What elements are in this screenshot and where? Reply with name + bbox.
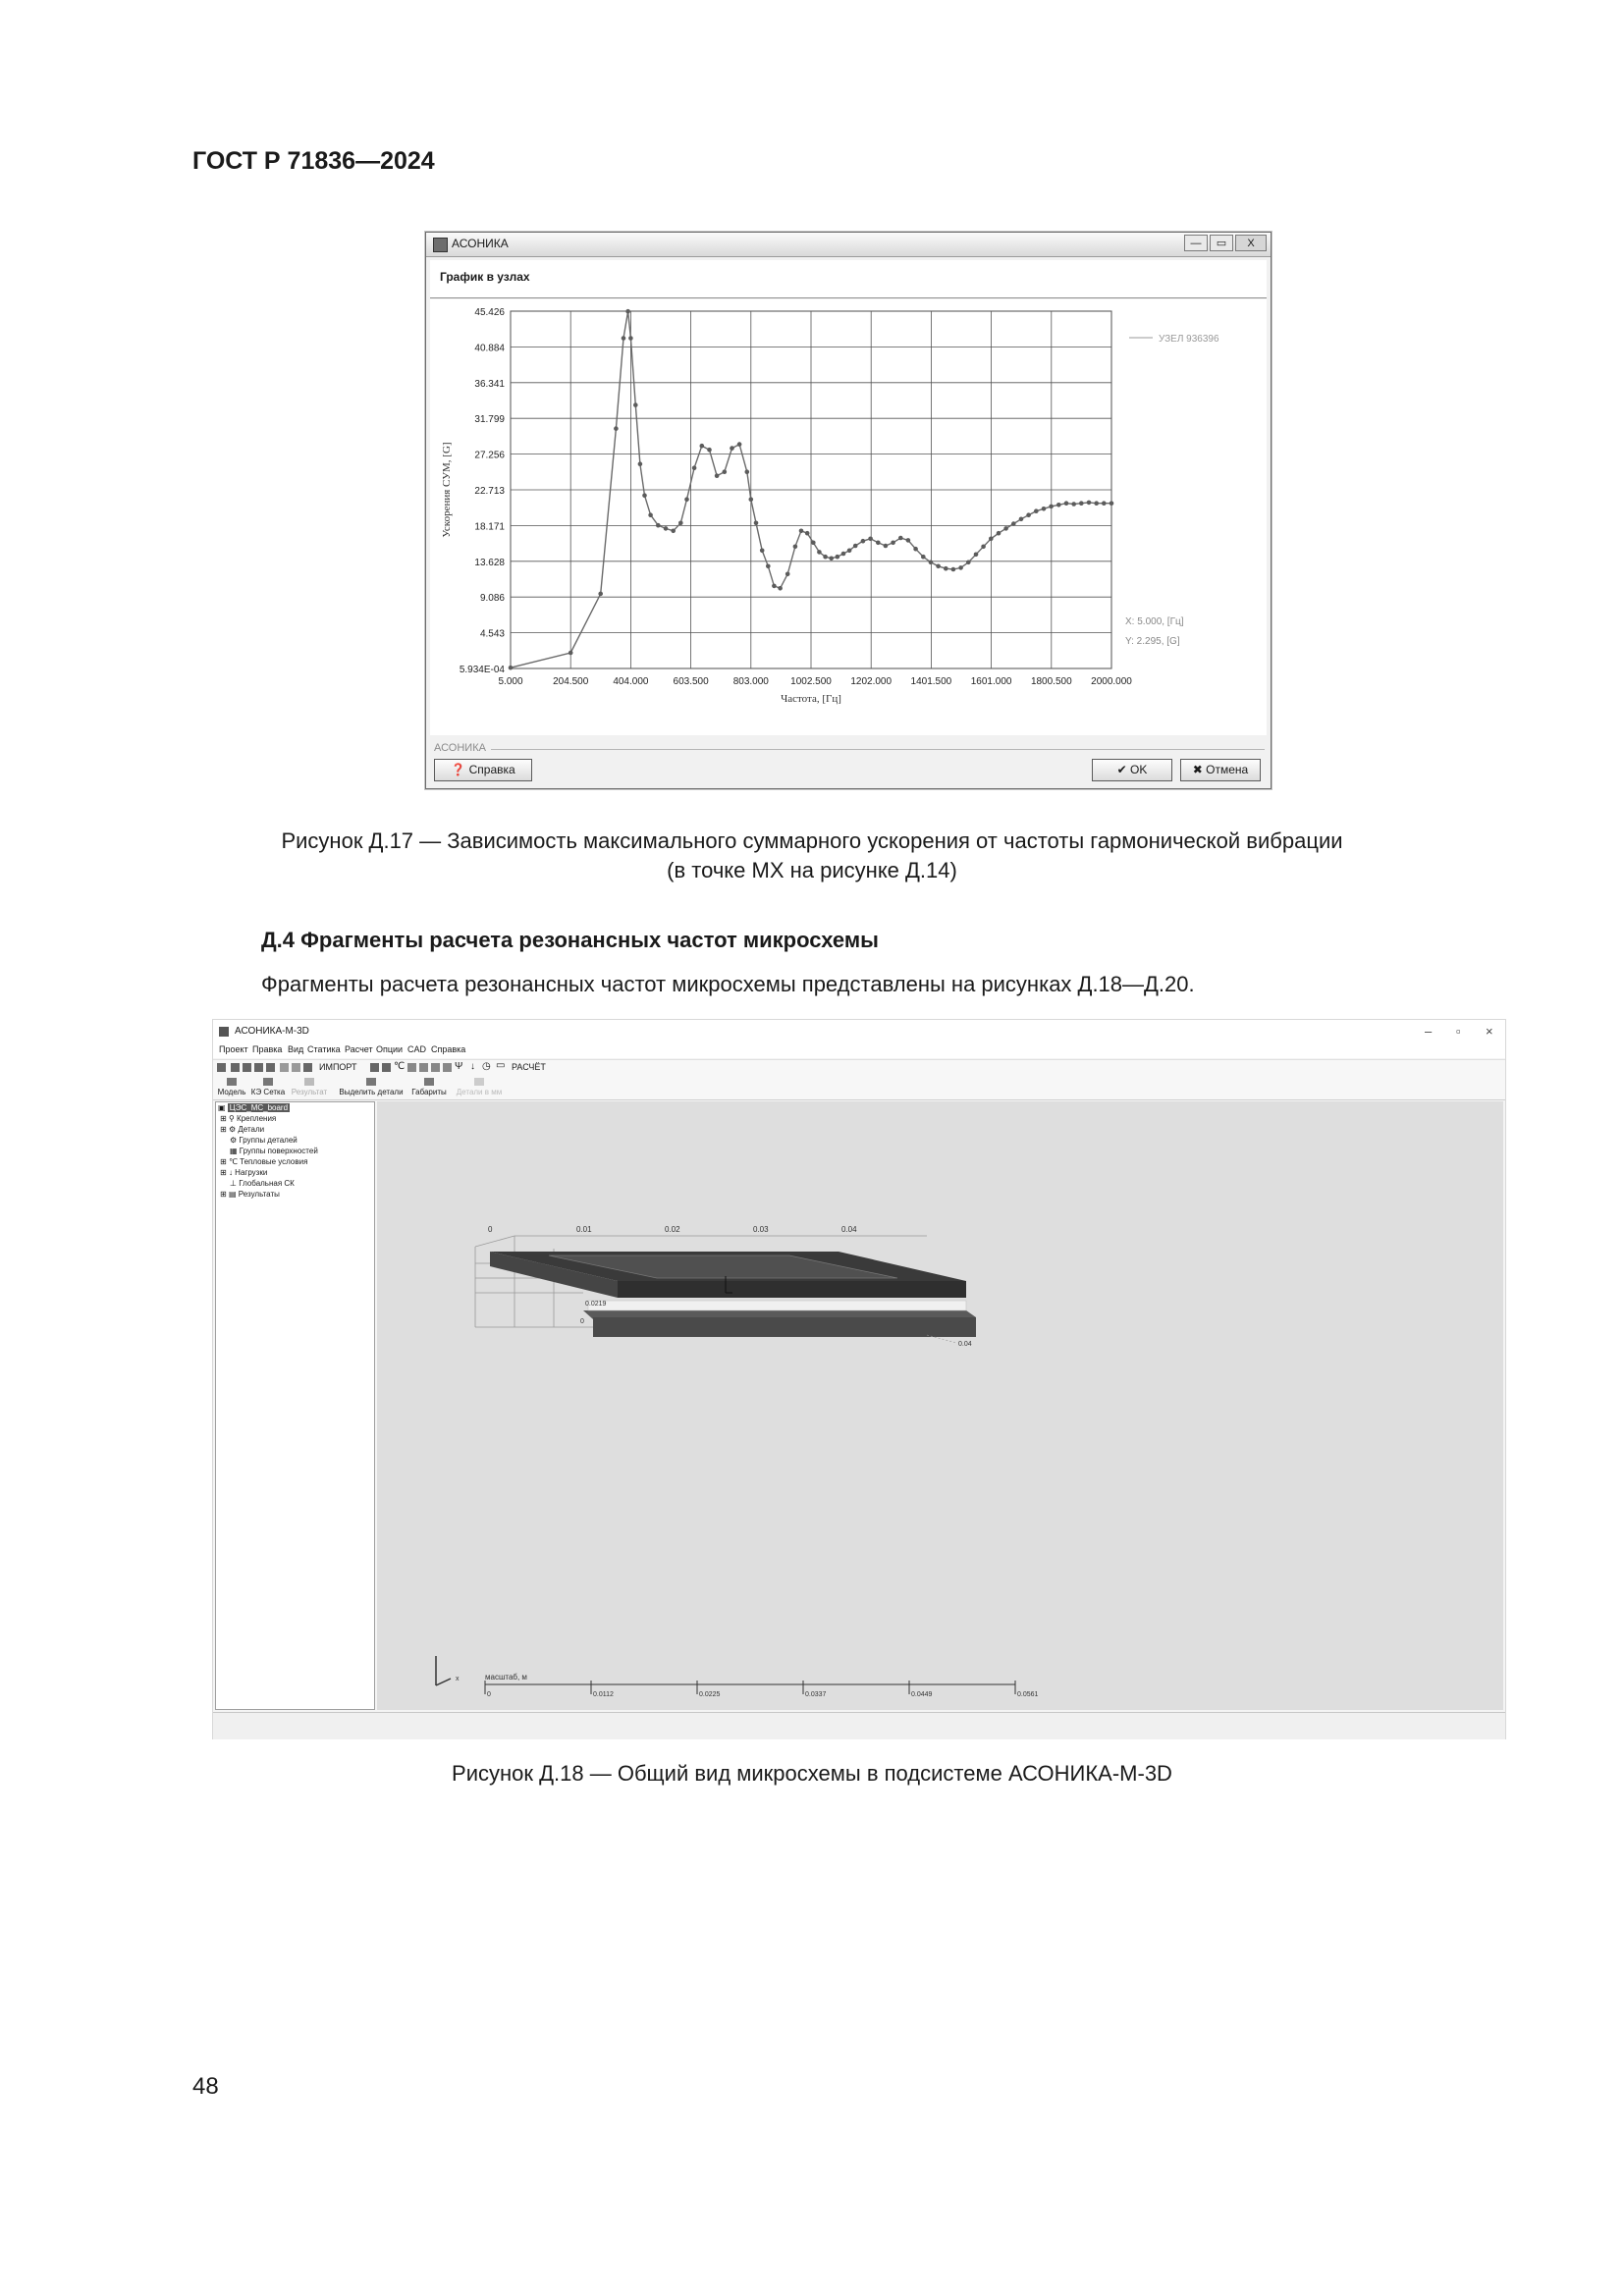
microcircuit-3d-view: [377, 1101, 1503, 1710]
data-point: [898, 536, 903, 541]
data-point: [754, 521, 759, 526]
dialog-separator: [491, 749, 1265, 750]
scale-title: масштаб, м: [485, 1673, 527, 1682]
figure17-caption-line2: (в точке МХ на рисунке Д.14): [667, 858, 957, 882]
dialog-window-title: АСОНИКА: [452, 237, 509, 250]
data-point: [1049, 505, 1054, 509]
axes-icon: ⊥: [230, 1179, 237, 1188]
data-point: [760, 549, 765, 554]
dimensions-button[interactable]: [409, 1078, 449, 1096]
select-parts-icon: [366, 1078, 376, 1086]
tree-item-thermal[interactable]: [220, 1157, 307, 1166]
figure17-caption-line1: Рисунок Д.17 — Зависимость максимального суммарного ускорения от частоты гармонической вибрации: [281, 828, 1343, 853]
menu-edit[interactable]: Правка: [252, 1044, 283, 1054]
menu-project[interactable]: Проект: [219, 1044, 248, 1054]
help-button[interactable]: [434, 759, 532, 781]
x-tick-label: 803.000: [732, 676, 769, 687]
axis-label-top-2: 0.02: [665, 1225, 680, 1234]
data-point: [723, 469, 728, 474]
figure17-caption: [192, 827, 1432, 885]
linear-accel-icon[interactable]: [443, 1063, 452, 1072]
fe-mesh-button-label: КЭ Сетка: [250, 1088, 286, 1096]
tree-item-part-groups[interactable]: [230, 1136, 298, 1145]
check-icon: ✔: [1116, 763, 1127, 776]
data-point: [664, 526, 669, 531]
data-point: [1056, 503, 1061, 507]
x-tick-label: 1601.000: [970, 676, 1012, 687]
status-bar: [213, 1712, 1505, 1739]
data-point: [509, 666, 514, 670]
data-point: [622, 336, 626, 341]
app-minimize-button[interactable]: –: [1425, 1024, 1433, 1039]
data-point: [793, 545, 798, 550]
tree-item-results[interactable]: [220, 1190, 280, 1199]
tree-item-label: Глобальная СК: [239, 1179, 295, 1188]
data-point: [861, 539, 866, 544]
scale-ticks: [485, 1681, 1015, 1694]
y-tick-label: 27.256: [474, 450, 505, 461]
menu-view[interactable]: Вид: [288, 1044, 304, 1054]
data-point: [1019, 517, 1024, 522]
data-point: [614, 426, 619, 431]
data-point: [951, 567, 956, 572]
data-point: [648, 512, 653, 517]
axis-label-side-1: 0.0219: [585, 1301, 607, 1308]
y-tick-label: 18.171: [474, 521, 505, 533]
x-tick-label: 2000.000: [1091, 676, 1132, 687]
tree-tool-icon[interactable]: [217, 1063, 226, 1072]
data-point: [841, 552, 846, 557]
tree-item-label: Крепления: [237, 1114, 277, 1123]
tree-item-label: Нагрузки: [235, 1168, 268, 1177]
cross-icon: ✖: [1192, 763, 1203, 776]
import-button[interactable]: ИМПОРТ: [319, 1062, 357, 1072]
data-point: [817, 550, 822, 555]
data-point: [1026, 512, 1031, 517]
data-point: [766, 564, 771, 569]
eraser-icon[interactable]: [303, 1063, 312, 1072]
dimensions-icon: [424, 1078, 434, 1086]
expand-icon: ⊞: [220, 1114, 227, 1123]
help-icon: ❓: [451, 763, 466, 776]
parts-icon: ⚙: [228, 1125, 237, 1134]
select-parts-button[interactable]: [339, 1078, 404, 1096]
x-tick-label: 5.000: [498, 676, 523, 687]
main-toolbar: [213, 1059, 1505, 1076]
run-calc-button[interactable]: РАСЧЁТ: [512, 1062, 546, 1072]
graph-dialog-window: [425, 232, 1272, 789]
data-point: [847, 549, 852, 554]
data-point: [1042, 507, 1047, 511]
x-axis-label: Частота, [Гц]: [781, 693, 841, 705]
results-folder-icon: ▤: [228, 1190, 237, 1199]
model-button[interactable]: [217, 1078, 246, 1096]
mount-disabled-button[interactable]: [455, 1078, 504, 1096]
wrench-icon[interactable]: [280, 1063, 289, 1072]
data-point: [981, 545, 986, 550]
tree-root-label: ЦЭС_МС_board: [229, 1103, 289, 1112]
3d-viewport[interactable]: [377, 1101, 1503, 1710]
x-tick-label: 1800.500: [1030, 676, 1072, 687]
data-point: [707, 448, 712, 453]
expand-icon: ⊞: [220, 1157, 227, 1166]
menu-statics[interactable]: Статика: [307, 1044, 341, 1054]
x-tick-label: 1401.500: [910, 676, 952, 687]
expand-icon: ⊞: [220, 1125, 227, 1134]
data-point: [772, 584, 777, 589]
data-point: [785, 572, 790, 577]
y-tick-label: 45.426: [474, 307, 505, 318]
legend-entry: УЗЕЛ 936396: [1159, 334, 1219, 345]
pin-icon: ⚲: [228, 1114, 235, 1123]
surface-icon: ▦: [230, 1147, 238, 1155]
figure18-caption: Рисунок Д.18 — Общий вид микросхемы в подсистеме АСОНИКА-М-3D: [452, 1761, 1172, 1786]
grid-icon[interactable]: [382, 1063, 391, 1072]
app-cube-icon: [433, 238, 448, 252]
axis-label-side-0: 0: [580, 1318, 584, 1325]
data-point: [745, 469, 750, 474]
close-button[interactable]: X: [1235, 235, 1267, 251]
new-file-icon[interactable]: [231, 1063, 240, 1072]
app-window-title: АСОНИКА-М-3D: [235, 1026, 309, 1037]
data-point: [671, 529, 676, 534]
layers-icon[interactable]: [370, 1063, 379, 1072]
package-front: [618, 1281, 966, 1298]
data-point: [944, 566, 948, 571]
save-as-icon[interactable]: [266, 1063, 275, 1072]
ok-button-label: OK: [1130, 763, 1148, 776]
mount-icon: [474, 1078, 484, 1086]
data-point: [638, 461, 643, 466]
ok-button[interactable]: [1092, 759, 1172, 781]
x-tick-label: 1002.500: [790, 676, 832, 687]
y-tick-label: 22.713: [474, 486, 505, 497]
axis-label-top-1: 0.01: [576, 1225, 592, 1234]
data-point: [1102, 501, 1107, 506]
temperature-icon: ℃: [228, 1157, 238, 1166]
dialog-title: График в узлах: [440, 270, 530, 284]
data-point: [929, 561, 934, 565]
scale-tick-2: 0.0225: [699, 1691, 721, 1698]
menu-calc[interactable]: Расчет: [345, 1044, 373, 1054]
results-icon: [304, 1078, 314, 1086]
temperature-icon[interactable]: ℃: [394, 1061, 406, 1072]
data-point: [921, 555, 926, 560]
data-point: [811, 541, 816, 546]
menu-cad[interactable]: CAD: [407, 1044, 427, 1054]
data-point: [823, 555, 828, 560]
menu-options[interactable]: Опции: [376, 1044, 404, 1054]
triad-x-axis: [436, 1679, 451, 1685]
data-point: [876, 541, 881, 546]
app-titlebar: [213, 1020, 1505, 1043]
y-tick-label: 31.799: [474, 414, 505, 426]
results-button-label: Результат: [291, 1088, 328, 1096]
mesh-icon: [263, 1078, 273, 1086]
tree-item-global-cs[interactable]: [230, 1179, 295, 1188]
y-tick-label: 13.628: [474, 557, 505, 568]
data-point: [891, 541, 895, 546]
acoustic-icon[interactable]: [431, 1063, 440, 1072]
page-number: 48: [192, 2073, 219, 2100]
axis-label-top-4: 0.04: [841, 1225, 857, 1234]
menu-help[interactable]: Справка: [431, 1044, 466, 1054]
data-point: [684, 497, 689, 502]
data-point: [805, 531, 810, 536]
x-tick-label: 404.000: [613, 676, 649, 687]
open-folder-icon[interactable]: [243, 1063, 251, 1072]
data-point: [1011, 521, 1016, 526]
y-tick-label: 40.884: [474, 343, 505, 354]
help-button-label: Справка: [468, 763, 515, 776]
data-point: [633, 402, 638, 407]
expand-icon: ⊞: [220, 1190, 227, 1199]
scale-tick-5: 0.0561: [1017, 1691, 1039, 1698]
dimensions-label: Габариты: [411, 1088, 447, 1096]
substrate-bottom: [593, 1317, 976, 1337]
data-point: [853, 544, 858, 549]
save-icon[interactable]: [254, 1063, 263, 1072]
folder-icon: ▣: [218, 1103, 226, 1112]
data-point: [1003, 526, 1008, 531]
data-point: [884, 544, 889, 549]
axis-label-depth: 0.04: [958, 1341, 972, 1348]
dialog-titlebar: [426, 233, 1271, 257]
load-icon: ↓: [228, 1168, 233, 1177]
app-close-button[interactable]: ×: [1486, 1024, 1493, 1039]
data-point: [692, 465, 697, 470]
tree-item-surface-groups[interactable]: [230, 1147, 318, 1155]
psi-icon[interactable]: Ψ: [455, 1061, 463, 1072]
scale-tick-4: 0.0449: [911, 1691, 933, 1698]
data-point: [598, 592, 603, 597]
minimize-button[interactable]: —: [1184, 235, 1208, 251]
tree-item-label: Детали: [238, 1125, 265, 1134]
cancel-button-label: Отмена: [1206, 763, 1249, 776]
solder-balls: [588, 1301, 966, 1310]
data-point: [974, 553, 979, 558]
tree-item-parts[interactable]: [220, 1125, 264, 1134]
app-maximize-button[interactable]: ▫: [1456, 1024, 1461, 1039]
data-point: [715, 473, 720, 478]
select-parts-label: Выделить детали: [339, 1088, 404, 1096]
data-point: [868, 537, 873, 542]
data-point: [906, 538, 911, 543]
tree-item-mounts[interactable]: [220, 1114, 276, 1123]
data-point: [628, 336, 633, 341]
data-point: [966, 561, 971, 565]
section-heading: Д.4 Фрагменты расчета резонансных частот микросхемы: [261, 928, 879, 952]
tree-item-loads[interactable]: [220, 1168, 267, 1177]
model-button-label: Модель: [217, 1088, 246, 1096]
mode-toolbar: [213, 1076, 1505, 1100]
load-arrow-icon[interactable]: ↓: [470, 1061, 475, 1072]
y-axis-label: Ускорения СУМ, [G]: [441, 442, 453, 538]
model-icon: [227, 1078, 237, 1086]
x-tick-label: 1202.000: [850, 676, 893, 687]
data-point: [1094, 501, 1099, 506]
clock-icon[interactable]: ◷: [482, 1061, 491, 1072]
project-tree: [215, 1101, 375, 1710]
acceleration-chart: [430, 299, 1267, 735]
window-icon[interactable]: ▭: [496, 1060, 506, 1071]
axis-label-top-0: 0: [488, 1225, 493, 1234]
pencil-icon[interactable]: [292, 1063, 300, 1072]
data-point: [1079, 501, 1084, 506]
tree-item-label: Результаты: [238, 1190, 280, 1199]
axis-label-top-3: 0.03: [753, 1225, 769, 1234]
x-tick-label: 204.500: [553, 676, 589, 687]
data-point: [656, 523, 661, 528]
tree-root[interactable]: [218, 1103, 290, 1112]
data-point: [678, 521, 683, 526]
expand-icon: ⊞: [220, 1168, 227, 1177]
y-tick-label: 36.341: [474, 378, 505, 390]
data-point: [836, 555, 840, 560]
data-point: [778, 586, 783, 591]
data-point: [1064, 501, 1069, 506]
app-logo-icon: [219, 1027, 229, 1037]
menu-bar: [213, 1043, 1505, 1058]
restore-button[interactable]: ▭: [1210, 235, 1233, 251]
data-point: [625, 309, 630, 314]
data-point: [700, 444, 705, 449]
asonika-3d-window: [212, 1019, 1506, 1739]
data-point: [1071, 502, 1076, 507]
data-point: [958, 565, 963, 570]
y-tick-label: 9.086: [479, 593, 505, 605]
fe-mesh-button[interactable]: [250, 1078, 286, 1096]
results-button[interactable]: [290, 1078, 329, 1096]
tree-item-label: Группы деталей: [239, 1136, 298, 1145]
cancel-button[interactable]: [1180, 759, 1261, 781]
dialog-brand-label: АСОНИКА: [434, 742, 486, 754]
x-tick-label: 603.500: [673, 676, 709, 687]
document-header: ГОСТ Р 71836—2024: [192, 147, 435, 175]
tree-item-label: Группы поверхностей: [239, 1147, 318, 1155]
data-point: [989, 537, 994, 542]
data-point: [997, 531, 1001, 536]
readout-x: X: 5.000, [Гц]: [1125, 616, 1184, 627]
data-point: [799, 529, 804, 534]
shock-icon[interactable]: [419, 1063, 428, 1072]
data-point: [1110, 501, 1114, 506]
scale-tick-3: 0.0337: [805, 1691, 827, 1698]
data-point: [936, 564, 941, 569]
data-point: [642, 493, 647, 498]
data-point: [913, 547, 918, 552]
readout-y: Y: 2.295, [G]: [1125, 636, 1180, 647]
data-point: [568, 651, 573, 656]
vibration-icon[interactable]: [407, 1063, 416, 1072]
data-point: [749, 497, 754, 502]
group-icon: ⚙: [230, 1136, 238, 1145]
data-point: [730, 446, 734, 451]
scale-tick-0: 0: [487, 1691, 491, 1698]
data-point: [1087, 501, 1092, 506]
data-point: [737, 442, 742, 447]
y-tick-label: 4.543: [479, 628, 505, 640]
mount-disabled-label: Детали в мм: [456, 1088, 503, 1096]
data-point: [1034, 508, 1039, 513]
dialog-header: [430, 260, 1267, 298]
triad-x-label: x: [456, 1676, 460, 1682]
scale-tick-1: 0.0112: [593, 1691, 614, 1698]
data-point: [829, 557, 834, 561]
y-tick-label: 5.934E-04: [459, 665, 505, 675]
tree-item-label: Тепловые условия: [240, 1157, 308, 1166]
body-paragraph: Фрагменты расчета резонансных частот микросхемы представлены на рисунках Д.18—Д.20.: [261, 972, 1195, 996]
